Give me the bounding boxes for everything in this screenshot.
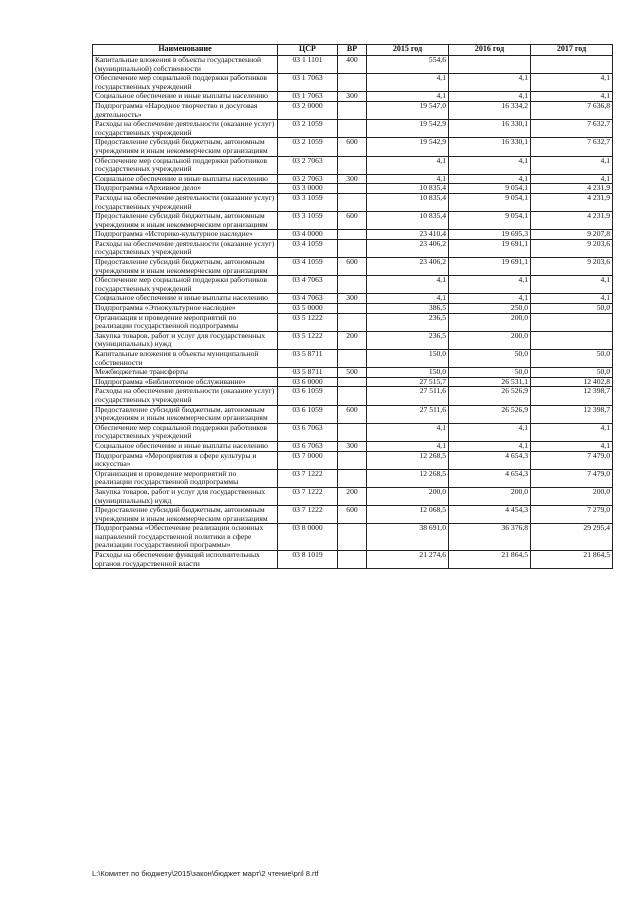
table-row [93, 138, 613, 156]
cell-vr: 200 [338, 331, 367, 349]
cell-2017: 4,1 [531, 441, 613, 451]
cell-2017: 7 279,0 [531, 506, 613, 524]
cell-name: Организация и проведение мероприятий по реализации государственной подпрограммы [93, 313, 278, 331]
cell-name: Социальное обеспечение и иные выплаты населению [93, 441, 278, 451]
cell-2017: 50,0 [531, 304, 613, 314]
cell-2017: 4,1 [531, 92, 613, 102]
cell-2016: 4,1 [449, 441, 531, 451]
cell-2016: 4,1 [449, 294, 531, 304]
cell-csr: 03 2 7063 [278, 174, 338, 184]
cell-2016: 21 864,5 [449, 551, 531, 569]
cell-2016: 50,0 [449, 350, 531, 368]
cell-name: Предоставление субсидий бюджетным, автономным учреждениям и иным некоммерческим организациям [93, 212, 278, 230]
cell-2015: 150,0 [367, 368, 449, 378]
cell-2016: 4,1 [449, 74, 531, 92]
table-row [93, 276, 613, 294]
cell-name: Подпрограмма «Архивное дело» [93, 184, 278, 194]
cell-vr [338, 276, 367, 294]
cell-2017: 9 203,6 [531, 239, 613, 257]
table-row [93, 101, 613, 119]
cell-vr [338, 239, 367, 257]
cell-2017 [531, 56, 613, 74]
table-row [93, 184, 613, 194]
cell-2015: 38 691,0 [367, 524, 449, 551]
cell-2015: 554,6 [367, 56, 449, 74]
cell-2015: 236,5 [367, 313, 449, 331]
table-row [93, 331, 613, 349]
cell-name: Расходы на обеспечение деятельности (оказание услуг) государственных учреждений [93, 387, 278, 405]
table-row [93, 506, 613, 524]
cell-2016: 26 531,1 [449, 377, 531, 387]
cell-csr: 03 5 1222 [278, 313, 338, 331]
cell-2016: 4,1 [449, 92, 531, 102]
table-row [93, 423, 613, 441]
cell-2017: 4,1 [531, 423, 613, 441]
cell-vr [338, 423, 367, 441]
cell-2017: 4,1 [531, 276, 613, 294]
cell-vr [338, 230, 367, 240]
cell-csr: 03 2 0000 [278, 101, 338, 119]
cell-2015: 4,1 [367, 294, 449, 304]
cell-vr [338, 74, 367, 92]
table-row [93, 487, 613, 505]
cell-2015: 150,0 [367, 350, 449, 368]
cell-2016: 4 654,3 [449, 469, 531, 487]
cell-name: Капитальные вложения в объекты муниципальной собственности [93, 350, 278, 368]
table-row [93, 174, 613, 184]
cell-2017: 12 398,7 [531, 405, 613, 423]
cell-vr: 600 [338, 405, 367, 423]
cell-2015: 23 406,2 [367, 258, 449, 276]
cell-2015: 4,1 [367, 74, 449, 92]
cell-name: Расходы на обеспечение деятельности (оказание услуг) государственных учреждений [93, 120, 278, 138]
cell-vr [338, 156, 367, 174]
cell-csr: 03 4 7063 [278, 276, 338, 294]
cell-2017: 21 864,5 [531, 551, 613, 569]
cell-2016: 19 695,3 [449, 230, 531, 240]
cell-2016: 19 691,1 [449, 258, 531, 276]
cell-2016: 4,1 [449, 423, 531, 441]
cell-name: Межбюджетные трансферты [93, 368, 278, 378]
table-row [93, 551, 613, 569]
header-vr: ВР [338, 45, 367, 56]
cell-2016: 16 330,1 [449, 138, 531, 156]
table-row [93, 524, 613, 551]
cell-2017: 50,0 [531, 368, 613, 378]
cell-name: Обеспечение мер социальной поддержки работников государственных учреждений [93, 74, 278, 92]
cell-2016: 200,0 [449, 487, 531, 505]
cell-name: Предоставление субсидий бюджетным, автономным учреждениям и иным некоммерческим организациям [93, 258, 278, 276]
cell-2015: 27 511,6 [367, 387, 449, 405]
cell-vr: 300 [338, 92, 367, 102]
cell-2015: 4,1 [367, 423, 449, 441]
cell-vr [338, 304, 367, 314]
cell-csr: 03 7 1222 [278, 469, 338, 487]
cell-2017: 7 632,7 [531, 120, 613, 138]
cell-csr: 03 7 0000 [278, 451, 338, 469]
cell-2016: 200,0 [449, 331, 531, 349]
table-row [93, 313, 613, 331]
cell-2016: 36 376,8 [449, 524, 531, 551]
cell-2015: 21 274,6 [367, 551, 449, 569]
cell-2017: 9 207,8 [531, 230, 613, 240]
cell-2016: 4 654,3 [449, 451, 531, 469]
cell-2015: 200,0 [367, 487, 449, 505]
cell-2017: 4,1 [531, 294, 613, 304]
cell-csr: 03 4 1059 [278, 258, 338, 276]
cell-csr: 03 8 1019 [278, 551, 338, 569]
cell-csr: 03 5 8711 [278, 350, 338, 368]
cell-2015: 19 542,9 [367, 138, 449, 156]
cell-vr [338, 469, 367, 487]
cell-vr [338, 524, 367, 551]
cell-2015: 236,5 [367, 331, 449, 349]
cell-name: Расходы на обеспечение функций исполнительных органов государственной власти [93, 551, 278, 569]
table-row [93, 451, 613, 469]
cell-2016: 9 054,1 [449, 212, 531, 230]
cell-vr: 300 [338, 294, 367, 304]
cell-vr: 200 [338, 487, 367, 505]
header-csr: ЦСР [278, 45, 338, 56]
table-row [93, 387, 613, 405]
cell-2016: 200,0 [449, 313, 531, 331]
cell-vr: 600 [338, 258, 367, 276]
cell-vr [338, 120, 367, 138]
cell-csr: 03 2 1059 [278, 138, 338, 156]
cell-2015: 27 511,6 [367, 405, 449, 423]
cell-csr: 03 6 7063 [278, 441, 338, 451]
cell-2017: 12 402,8 [531, 377, 613, 387]
cell-csr: 03 4 1059 [278, 239, 338, 257]
cell-2015: 10 835,4 [367, 184, 449, 194]
cell-name: Подпрограмма «Библиотечное обслуживание» [93, 377, 278, 387]
cell-name: Подпрограмма «Обеспечение реализации основных направлений государственной политики в сфере реализации государственной программы» [93, 524, 278, 551]
cell-csr: 03 4 0000 [278, 230, 338, 240]
cell-vr [338, 313, 367, 331]
cell-2016: 9 054,1 [449, 184, 531, 194]
cell-2015: 19 547,0 [367, 101, 449, 119]
cell-2017: 7 479,0 [531, 451, 613, 469]
cell-name: Закупка товаров, работ и услуг для государственных (муниципальных) нужд [93, 487, 278, 505]
cell-2016 [449, 56, 531, 74]
cell-vr: 300 [338, 441, 367, 451]
cell-2017: 9 203,6 [531, 258, 613, 276]
cell-csr: 03 3 0000 [278, 184, 338, 194]
cell-csr: 03 4 7063 [278, 294, 338, 304]
file-path-footer: L:\Комитет по бюджету\2015\закон\бюджет март\2 чтение\pril 8.rtf [92, 869, 319, 878]
cell-2015: 4,1 [367, 156, 449, 174]
table-header-row [93, 45, 613, 56]
table-row [93, 469, 613, 487]
table-row [93, 377, 613, 387]
cell-name: Закупка товаров, работ и услуг для государственных (муниципальных) нужд [93, 331, 278, 349]
cell-csr: 03 1 7063 [278, 92, 338, 102]
cell-vr: 600 [338, 506, 367, 524]
cell-csr: 03 1 1101 [278, 56, 338, 74]
table-row [93, 239, 613, 257]
table-row [93, 56, 613, 74]
table-row [93, 120, 613, 138]
table-row [93, 74, 613, 92]
cell-vr: 600 [338, 212, 367, 230]
cell-2016: 4,1 [449, 156, 531, 174]
cell-2017: 4 231,9 [531, 212, 613, 230]
cell-2017: 12 398,7 [531, 387, 613, 405]
cell-2016: 50,0 [449, 368, 531, 378]
cell-vr [338, 387, 367, 405]
cell-2017: 50,0 [531, 350, 613, 368]
cell-2016: 16 330,1 [449, 120, 531, 138]
header-2015: 2015 год [367, 45, 449, 56]
cell-vr: 300 [338, 174, 367, 184]
cell-vr [338, 101, 367, 119]
cell-vr [338, 193, 367, 211]
table-row [93, 405, 613, 423]
cell-2017 [531, 313, 613, 331]
cell-2017: 7 479,0 [531, 469, 613, 487]
table-row [93, 441, 613, 451]
cell-2015: 12 268,5 [367, 451, 449, 469]
cell-2016: 4,1 [449, 276, 531, 294]
cell-2015: 23 406,2 [367, 239, 449, 257]
cell-2016: 19 691,1 [449, 239, 531, 257]
cell-csr: 03 5 1222 [278, 331, 338, 349]
cell-vr [338, 377, 367, 387]
cell-name: Социальное обеспечение и иные выплаты населению [93, 294, 278, 304]
cell-2017: 4,1 [531, 156, 613, 174]
header-2016: 2016 год [449, 45, 531, 56]
cell-name: Подпрограмма «Историко-культурное наследие» [93, 230, 278, 240]
cell-name: Обеспечение мер социальной поддержки работников государственных учреждений [93, 423, 278, 441]
cell-2017: 200,0 [531, 487, 613, 505]
cell-2015: 19 542,9 [367, 120, 449, 138]
budget-table [92, 44, 613, 569]
cell-vr: 400 [338, 56, 367, 74]
table-row [93, 258, 613, 276]
cell-2015: 4,1 [367, 441, 449, 451]
cell-name: Социальное обеспечение и иные выплаты населению [93, 92, 278, 102]
table-row [93, 304, 613, 314]
cell-csr: 03 6 7063 [278, 423, 338, 441]
table-row [93, 230, 613, 240]
cell-csr: 03 6 0000 [278, 377, 338, 387]
cell-2016: 4 454,3 [449, 506, 531, 524]
cell-2016: 4,1 [449, 174, 531, 184]
cell-name: Подпрограмма «Народное творчество и досуговая деятельность» [93, 101, 278, 119]
cell-2015: 4,1 [367, 276, 449, 294]
cell-2017: 4,1 [531, 174, 613, 184]
table-row [93, 156, 613, 174]
cell-vr [338, 551, 367, 569]
cell-name: Предоставление субсидий бюджетным, автономным учреждениям и иным некоммерческим организациям [93, 405, 278, 423]
cell-2017: 4 231,9 [531, 184, 613, 194]
cell-2016: 9 054,1 [449, 193, 531, 211]
cell-name: Подпрограмма «Этнокультурное наследие» [93, 304, 278, 314]
header-name: Наименование [93, 45, 278, 56]
cell-2017: 29 295,4 [531, 524, 613, 551]
cell-2017: 4,1 [531, 74, 613, 92]
cell-name: Обеспечение мер социальной поддержки работников государственных учреждений [93, 276, 278, 294]
cell-csr: 03 5 0000 [278, 304, 338, 314]
cell-2015: 27 515,7 [367, 377, 449, 387]
cell-vr [338, 451, 367, 469]
cell-name: Подпрограмма «Мероприятия в сфере культуры и искусства» [93, 451, 278, 469]
cell-2015: 4,1 [367, 92, 449, 102]
cell-csr: 03 7 1222 [278, 487, 338, 505]
cell-vr: 600 [338, 138, 367, 156]
cell-vr [338, 184, 367, 194]
cell-csr: 03 6 1059 [278, 405, 338, 423]
cell-2016: 16 334,2 [449, 101, 531, 119]
cell-csr: 03 6 1059 [278, 387, 338, 405]
cell-csr: 03 1 7063 [278, 74, 338, 92]
cell-name: Организация и проведение мероприятий по реализации государственной подпрограммы [93, 469, 278, 487]
cell-name: Расходы на обеспечение деятельности (оказание услуг) государственных учреждений [93, 193, 278, 211]
cell-name: Расходы на обеспечение деятельности (оказание услуг) государственных учреждений [93, 239, 278, 257]
cell-2015: 4,1 [367, 174, 449, 184]
cell-2015: 12 268,5 [367, 469, 449, 487]
cell-2016: 250,0 [449, 304, 531, 314]
cell-2015: 23 410,4 [367, 230, 449, 240]
table-body [93, 56, 613, 569]
cell-vr [338, 350, 367, 368]
cell-2017: 4 231,9 [531, 193, 613, 211]
cell-csr: 03 2 7063 [278, 156, 338, 174]
table-row [93, 368, 613, 378]
cell-2015: 386,5 [367, 304, 449, 314]
header-2017: 2017 год [531, 45, 613, 56]
cell-2017 [531, 331, 613, 349]
table-row [93, 212, 613, 230]
cell-name: Предоставление субсидий бюджетным, автономным учреждениям и иным некоммерческим организациям [93, 506, 278, 524]
cell-2016: 26 526,9 [449, 405, 531, 423]
cell-csr: 03 7 1222 [278, 506, 338, 524]
cell-2017: 7 632,7 [531, 138, 613, 156]
cell-2015: 10 835,4 [367, 212, 449, 230]
table-row [93, 294, 613, 304]
cell-2015: 10 835,4 [367, 193, 449, 211]
cell-name: Социальное обеспечение и иные выплаты населению [93, 174, 278, 184]
cell-name: Капитальные вложения в объекты государственной (муниципальной) собственности [93, 56, 278, 74]
cell-vr: 500 [338, 368, 367, 378]
cell-csr: 03 3 1059 [278, 193, 338, 211]
cell-csr: 03 5 8711 [278, 368, 338, 378]
cell-name: Обеспечение мер социальной поддержки работников государственных учреждений [93, 156, 278, 174]
cell-2015: 12 068,5 [367, 506, 449, 524]
cell-name: Предоставление субсидий бюджетным, автономным учреждениям и иным некоммерческим организациям [93, 138, 278, 156]
table-row [93, 350, 613, 368]
cell-csr: 03 2 1059 [278, 120, 338, 138]
cell-csr: 03 8 0000 [278, 524, 338, 551]
cell-2017: 7 636,8 [531, 101, 613, 119]
cell-csr: 03 3 1059 [278, 212, 338, 230]
table-row [93, 92, 613, 102]
cell-2016: 26 526,9 [449, 387, 531, 405]
table-row [93, 193, 613, 211]
